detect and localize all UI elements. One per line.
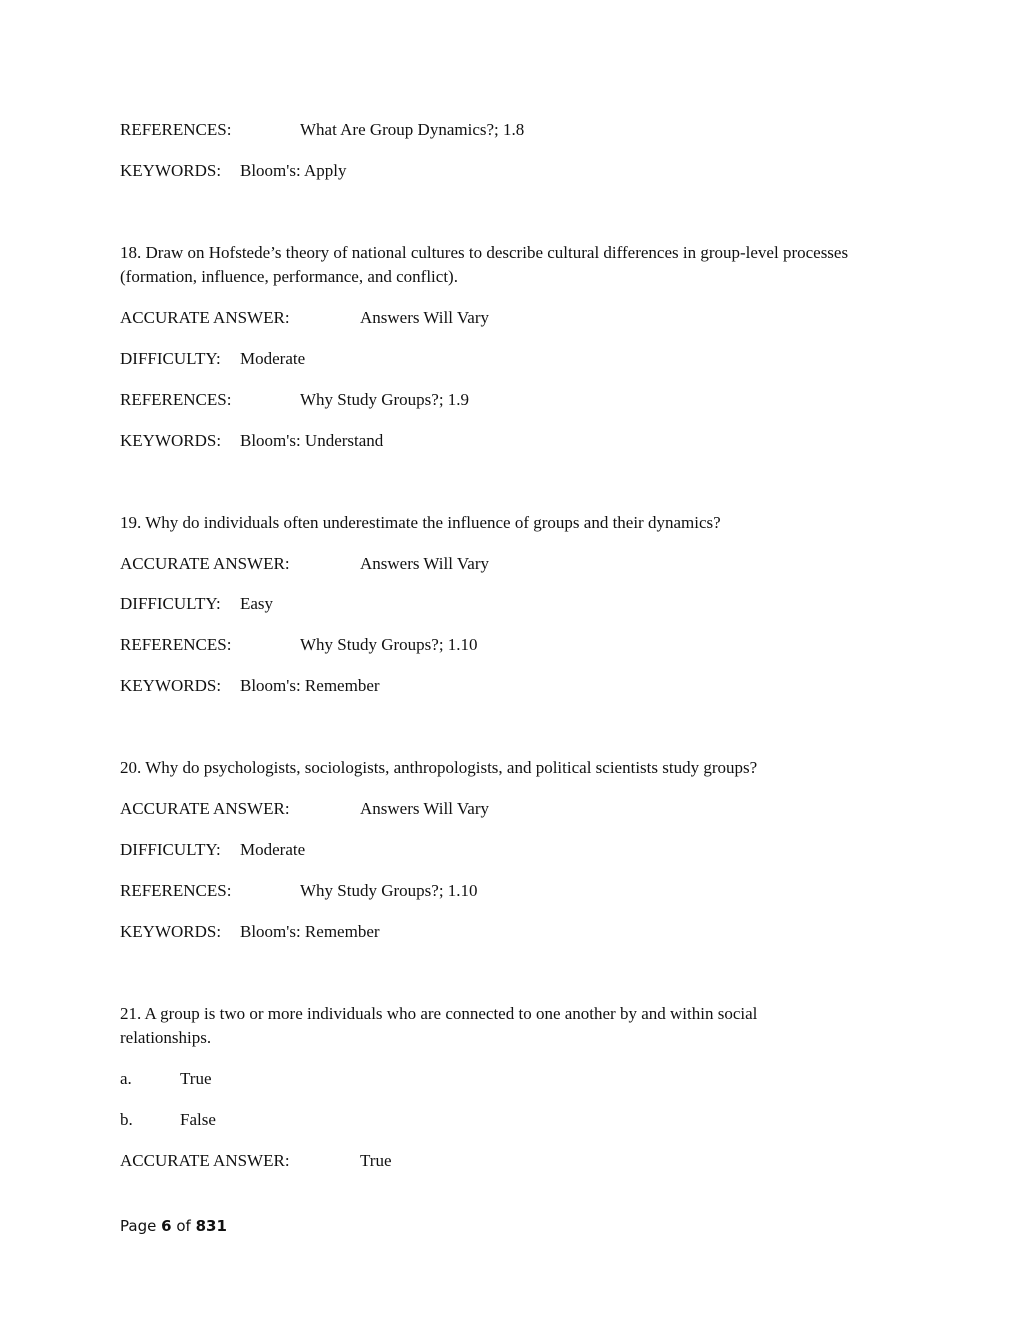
difficulty-line (120, 347, 306, 371)
keywords-line (120, 674, 380, 698)
question-19-text: 19. Why do individuals often underestimate the influence of groups and their dynamics? (120, 513, 721, 532)
difficulty-label: DIFFICULTY: (120, 594, 221, 613)
references-label: REFERENCES: (120, 390, 232, 409)
keywords-label: KEYWORDS: (120, 161, 222, 180)
keywords-line (120, 159, 347, 183)
references-line (120, 879, 478, 903)
difficulty-label: DIFFICULTY: (120, 349, 221, 368)
answer-label: ACCURATE ANSWER: (120, 1151, 290, 1170)
difficulty-label: DIFFICULTY: (120, 840, 221, 859)
answer-label: ACCURATE ANSWER: (120, 308, 290, 327)
references-label: REFERENCES: (120, 120, 232, 139)
answer-label: ACCURATE ANSWER: (120, 554, 290, 573)
keywords-value: Bloom's: Remember (240, 922, 380, 941)
keywords-value: Bloom's: Apply (240, 161, 347, 180)
question-18-text: 18. Draw on Hofstede’s theory of national cultures to describe cultural differences in group-level processes (formation, influence, performance, and conflict). (120, 243, 849, 286)
question-21-text: 21. A group is two or more individuals who are connected to one another by and within social relationships. (120, 1004, 758, 1047)
references-line (120, 388, 470, 412)
references-line (120, 633, 478, 657)
keywords-line (120, 429, 384, 453)
difficulty-line (120, 838, 306, 862)
answer-line (120, 552, 490, 576)
page-word: Page (120, 1217, 157, 1235)
difficulty-value: Moderate (240, 840, 306, 859)
keywords-value: Bloom's: Understand (240, 431, 384, 450)
difficulty-value: Moderate (240, 349, 306, 368)
option-text: False (180, 1110, 216, 1129)
answer-value: Answers Will Vary (360, 308, 490, 327)
keywords-label: KEYWORDS: (120, 922, 222, 941)
total-pages: 831 (195, 1217, 227, 1235)
option-b (120, 1108, 216, 1132)
keywords-line (120, 920, 380, 944)
option-a (120, 1067, 212, 1091)
references-value: Why Study Groups?; 1.10 (300, 635, 478, 654)
option-text: True (180, 1069, 212, 1088)
answer-line (120, 1149, 392, 1173)
answer-line (120, 797, 490, 821)
answer-label: ACCURATE ANSWER: (120, 799, 290, 818)
keywords-value: Bloom's: Remember (240, 676, 380, 695)
references-line (120, 118, 525, 142)
of-word: of (176, 1217, 191, 1235)
answer-line (120, 306, 490, 330)
references-value: Why Study Groups?; 1.10 (300, 881, 478, 900)
keywords-label: KEYWORDS: (120, 431, 222, 450)
question-20-text: 20. Why do psychologists, sociologists, anthropologists, and political scientists study groups? (120, 758, 758, 777)
keywords-label: KEYWORDS: (120, 676, 222, 695)
references-value: What Are Group Dynamics?; 1.8 (300, 120, 525, 139)
answer-value: Answers Will Vary (360, 554, 490, 573)
difficulty-value: Easy (240, 594, 274, 613)
page-footer (120, 1215, 227, 1237)
references-label: REFERENCES: (120, 881, 232, 900)
answer-value: True (360, 1151, 392, 1170)
references-label: REFERENCES: (120, 635, 232, 654)
option-letter: a. (120, 1069, 132, 1088)
references-value: Why Study Groups?; 1.9 (300, 390, 470, 409)
difficulty-line (120, 592, 274, 616)
option-letter: b. (120, 1110, 133, 1129)
answer-value: Answers Will Vary (360, 799, 490, 818)
page-number: 6 (161, 1217, 172, 1235)
